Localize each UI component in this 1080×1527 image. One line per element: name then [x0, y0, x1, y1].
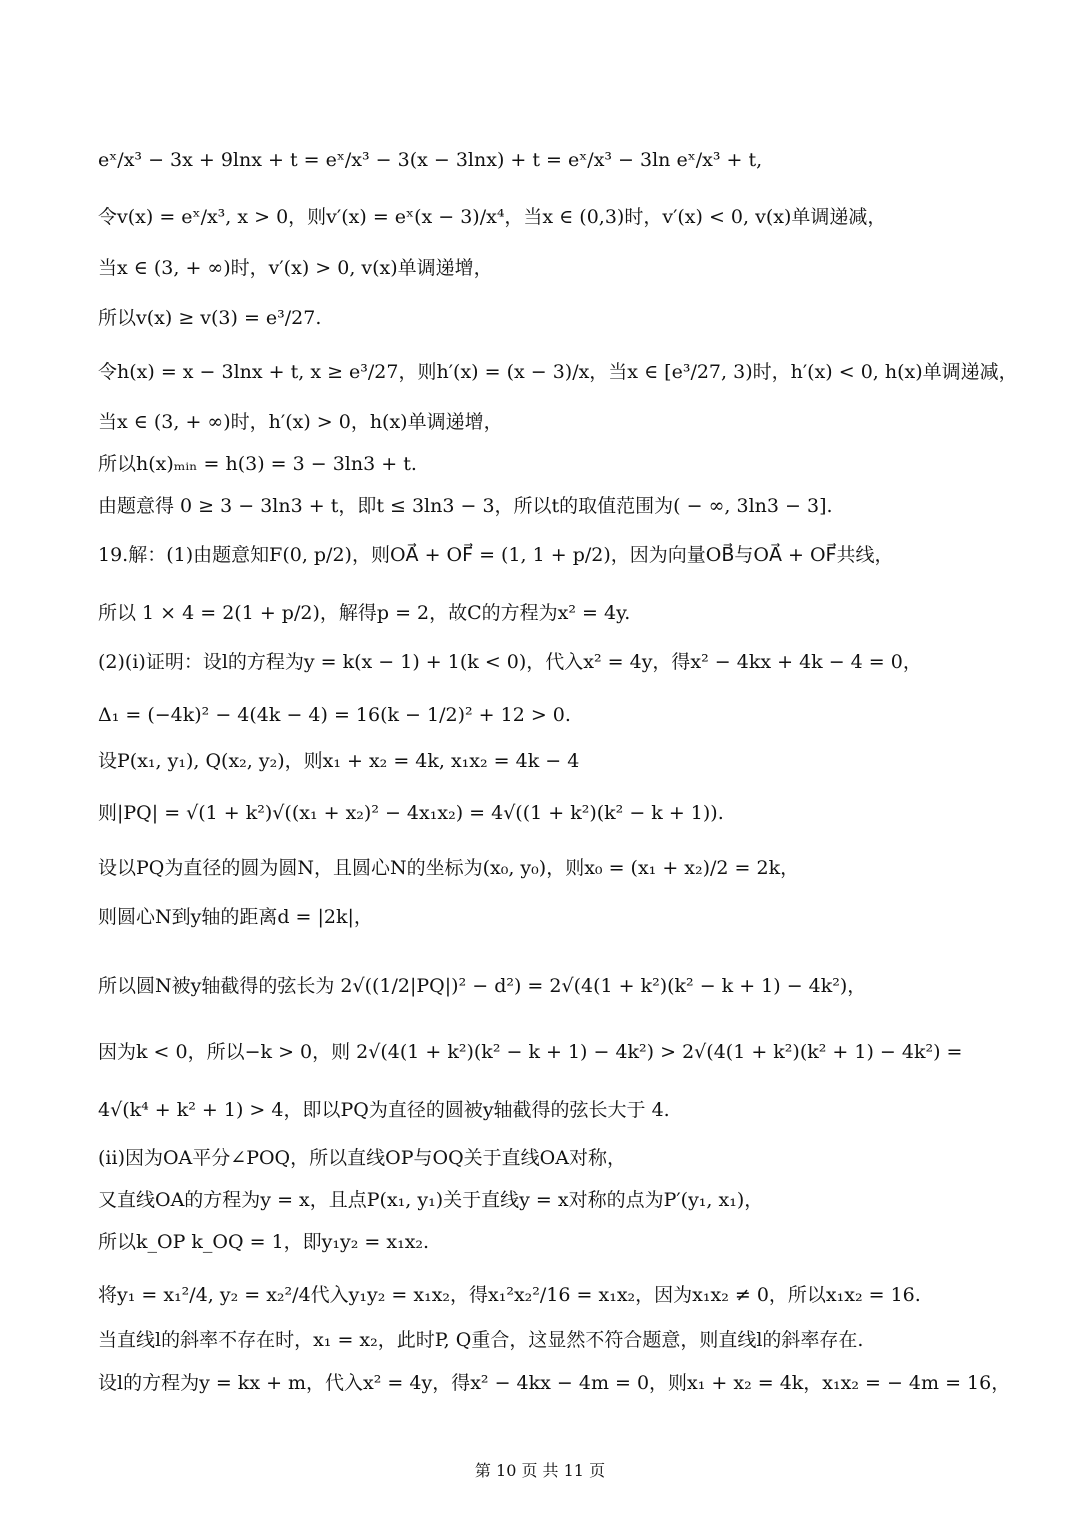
text-line: 所以h(x)ₘᵢₙ = h(3) = 3 − 3ln3 + t. — [98, 453, 417, 475]
text-line: 当直线l的斜率不存在时，x₁ = x₂，此时P, Q重合，这显然不符合题意，则直线l的斜率存在. — [98, 1329, 864, 1351]
text-line: 19.解：(1)由题意知F(0, p/2)，则OA⃗ + OF⃗ = (1, 1 + p/2)，因为向量OB⃗与OA⃗ + OF⃗共线， — [98, 544, 894, 566]
text-line: 所以k_OP k_OQ = 1，即y₁y₂ = x₁x₂. — [98, 1231, 430, 1253]
text-line: 因为k < 0，所以−k > 0，则 2√(4(1 + k²)(k² − k + 1) − 4k²) > 2√(4(1 + k²)(k² + 1) − 4k²) = — [98, 1041, 963, 1063]
text-line: 所以v(x) ≥ v(3) = e³/27. — [98, 307, 322, 329]
text-line: 令h(x) = x − 3lnx + t, x ≥ e³/27，则h′(x) = (x − 3)/x，当x ∈ [e³/27, 3)时，h′(x) < 0, h(x)单调递减， — [98, 361, 1018, 383]
text-line: 令v(x) = eˣ/x³, x > 0，则v′(x) = eˣ(x − 3)/x⁴，当x ∈ (0,3)时，v′(x) < 0, v(x)单调递减， — [98, 206, 887, 228]
text-line: 当x ∈ (3, + ∞)时，h′(x) > 0，h(x)单调递增， — [98, 411, 503, 433]
text-line: eˣ/x³ − 3x + 9lnx + t = eˣ/x³ − 3(x − 3lnx) + t = eˣ/x³ − 3ln eˣ/x³ + t, — [98, 149, 763, 171]
text-line: 所以 1 × 4 = 2(1 + p/2)，解得p = 2，故C的方程为x² = 4y. — [98, 602, 631, 624]
page-footer: 第 10 页 共 11 页 — [474, 1461, 606, 1480]
text-line: 将y₁ = x₁²/4, y₂ = x₂²/4代入y₁y₂ = x₁x₂，得x₁²x₂²/16 = x₁x₂，因为x₁x₂ ≠ 0，所以x₁x₂ = 16. — [98, 1284, 921, 1306]
text-line: 设以PQ为直径的圆为圆N，且圆心N的坐标为(x₀, y₀)，则x₀ = (x₁ + x₂)/2 = 2k， — [98, 857, 800, 879]
text-line: 所以圆N被y轴截得的弦长为 2√((1/2|PQ|)² − d²) = 2√(4(1 + k²)(k² − k + 1) − 4k²)， — [98, 975, 867, 997]
text-line: 设P(x₁, y₁), Q(x₂, y₂)，则x₁ + x₂ = 4k, x₁x₂ = 4k − 4 — [98, 750, 580, 772]
text-line: 则|PQ| = √(1 + k²)√((x₁ + x₂)² − 4x₁x₂) = 4√((1 + k²)(k² − k + 1)). — [98, 802, 724, 824]
text-line: 又直线OA的方程为y = x，且点P(x₁, y₁)关于直线y = x对称的点为P′(y₁, x₁)， — [98, 1189, 764, 1211]
text-line: 则圆心N到y轴的距离d = |2k|， — [98, 906, 373, 928]
text-line: Δ₁ = (−4k)² − 4(4k − 4) = 16(k − 1/2)² + 12 > 0. — [98, 704, 571, 726]
text-line: 设l的方程为y = kx + m，代入x² = 4y，得x² − 4kx − 4m = 0，则x₁ + x₂ = 4k，x₁x₂ = − 4m = 16， — [98, 1372, 1011, 1394]
text-line: 4√(k⁴ + k² + 1) > 4，即以PQ为直径的圆被y轴截得的弦长大于 4. — [98, 1099, 670, 1121]
text-line: (2)(i)证明：设l的方程为y = k(x − 1) + 1(k < 0)，代入x² = 4y，得x² − 4kx + 4k − 4 = 0， — [98, 651, 922, 673]
text-line: 由题意得 0 ≥ 3 − 3ln3 + t，即t ≤ 3ln3 − 3，所以t的取值范围为( − ∞, 3ln3 − 3]. — [98, 495, 833, 517]
text-line: (ii)因为OA平分∠POQ，所以直线OP与OQ关于直线OA对称， — [98, 1147, 626, 1169]
text-line: 当x ∈ (3, + ∞)时，v′(x) > 0, v(x)单调递增， — [98, 257, 493, 279]
